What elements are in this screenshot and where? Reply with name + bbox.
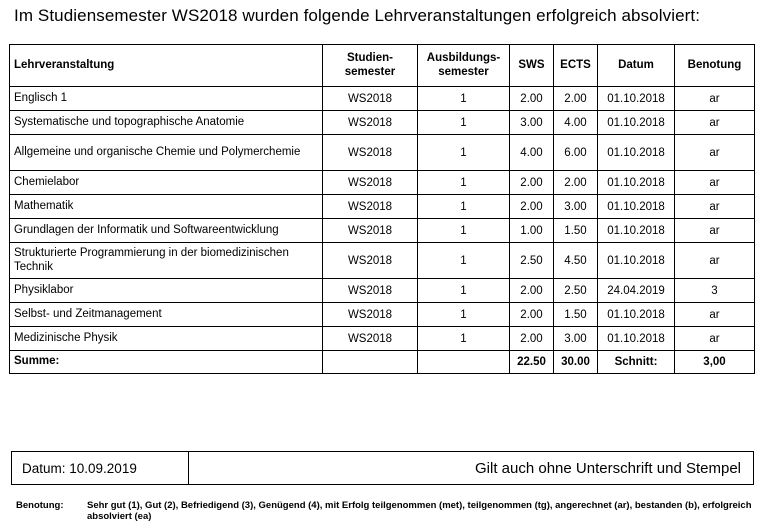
summary-empty-2 [418,351,510,374]
cell-course: Chemielabor [10,171,323,195]
cell-course: Physiklabor [10,279,323,303]
cell-training-semester: 1 [418,135,510,171]
cell-sws: 2.50 [510,243,554,279]
cell-semester: WS2018 [323,87,418,111]
cell-sws: 2.00 [510,171,554,195]
summary-label: Summe: [10,351,323,374]
table-row [10,195,755,219]
cell-semester: WS2018 [323,195,418,219]
cell-grade: ar [675,171,755,195]
footer-box [11,451,754,485]
cell-course: Mathematik [10,195,323,219]
table-row [10,87,755,111]
cell-semester: WS2018 [323,219,418,243]
courses-table [9,44,755,374]
cell-grade: ar [675,87,755,111]
cell-date: 01.10.2018 [598,327,675,351]
table-row [10,171,755,195]
cell-semester: WS2018 [323,279,418,303]
summary-average-label: Schnitt: [598,351,675,374]
cell-training-semester: 1 [418,303,510,327]
cell-ects: 3.00 [554,195,598,219]
cell-grade: ar [675,243,755,279]
cell-ects: 2.00 [554,171,598,195]
cell-semester: WS2018 [323,303,418,327]
course-rows [10,87,755,351]
cell-date: 01.10.2018 [598,111,675,135]
cell-sws: 2.00 [510,303,554,327]
summary-sws: 22.50 [510,351,554,374]
cell-semester: WS2018 [323,327,418,351]
footer-date: Datum: 10.09.2019 [12,452,189,484]
cell-ects: 4.00 [554,111,598,135]
cell-training-semester: 1 [418,279,510,303]
page-headline: Im Studiensemester WS2018 wurden folgende Lehrveranstaltungen erfolgreich absolviert: [14,6,701,25]
header-ects: ECTS [554,45,598,87]
cell-training-semester: 1 [418,195,510,219]
cell-course: Englisch 1 [10,87,323,111]
table-row [10,111,755,135]
cell-semester: WS2018 [323,171,418,195]
cell-ects: 1.50 [554,303,598,327]
table-row [10,327,755,351]
cell-semester: WS2018 [323,243,418,279]
cell-course: Strukturierte Programmierung in der biomedizinischen Technik [10,243,323,279]
cell-ects: 1.50 [554,219,598,243]
summary-empty-1 [323,351,418,374]
cell-sws: 3.00 [510,111,554,135]
cell-training-semester: 1 [418,243,510,279]
table-header-row [10,45,755,87]
cell-grade: ar [675,303,755,327]
cell-sws: 4.00 [510,135,554,171]
cell-grade: ar [675,111,755,135]
cell-grade: ar [675,219,755,243]
cell-course: Systematische und topographische Anatomie [10,111,323,135]
cell-training-semester: 1 [418,171,510,195]
cell-date: 24.04.2019 [598,279,675,303]
cell-course: Allgemeine und organische Chemie und Polymerchemie [10,135,323,171]
cell-sws: 2.00 [510,195,554,219]
cell-date: 01.10.2018 [598,243,675,279]
summary-average: 3,00 [675,351,755,374]
cell-sws: 2.00 [510,279,554,303]
table-row [10,219,755,243]
legend-label: Benotung: [16,500,64,511]
table-row [10,303,755,327]
cell-semester: WS2018 [323,135,418,171]
grading-legend [16,500,756,523]
cell-course: Medizinische Physik [10,327,323,351]
legend-text: Sehr gut (1), Gut (2), Befriedigend (3), Genügend (4), mit Erfolg teilgenommen (met), teilgenommen (tg), angerechnet (ar), bestanden (b), erfolgreich absolviert (ea) [87,500,752,523]
cell-course: Selbst- und Zeitmanagement [10,303,323,327]
cell-date: 01.10.2018 [598,195,675,219]
header-course: Lehrveranstaltung [10,45,323,87]
cell-training-semester: 1 [418,87,510,111]
cell-grade: ar [675,327,755,351]
cell-date: 01.10.2018 [598,135,675,171]
cell-sws: 2.00 [510,327,554,351]
cell-date: 01.10.2018 [598,303,675,327]
header-grade: Benotung [675,45,755,87]
header-date: Datum [598,45,675,87]
table-row [10,243,755,279]
cell-course: Grundlagen der Informatik und Softwareentwicklung [10,219,323,243]
cell-grade: 3 [675,279,755,303]
cell-ects: 3.00 [554,327,598,351]
cell-ects: 4.50 [554,243,598,279]
cell-sws: 2.00 [510,87,554,111]
cell-sws: 1.00 [510,219,554,243]
header-semester: Studien- semester [323,45,418,87]
cell-date: 01.10.2018 [598,171,675,195]
summary-row [10,351,755,374]
cell-date: 01.10.2018 [598,87,675,111]
table-row [10,279,755,303]
footer-note: Gilt auch ohne Unterschrift und Stempel [475,459,741,477]
summary-ects: 30.00 [554,351,598,374]
cell-training-semester: 1 [418,219,510,243]
header-sws: SWS [510,45,554,87]
cell-training-semester: 1 [418,111,510,135]
cell-grade: ar [675,195,755,219]
cell-ects: 2.50 [554,279,598,303]
header-training-semester: Ausbildungs- semester [418,45,510,87]
cell-training-semester: 1 [418,327,510,351]
cell-semester: WS2018 [323,111,418,135]
cell-date: 01.10.2018 [598,219,675,243]
cell-ects: 2.00 [554,87,598,111]
table-row [10,135,755,171]
cell-ects: 6.00 [554,135,598,171]
cell-grade: ar [675,135,755,171]
